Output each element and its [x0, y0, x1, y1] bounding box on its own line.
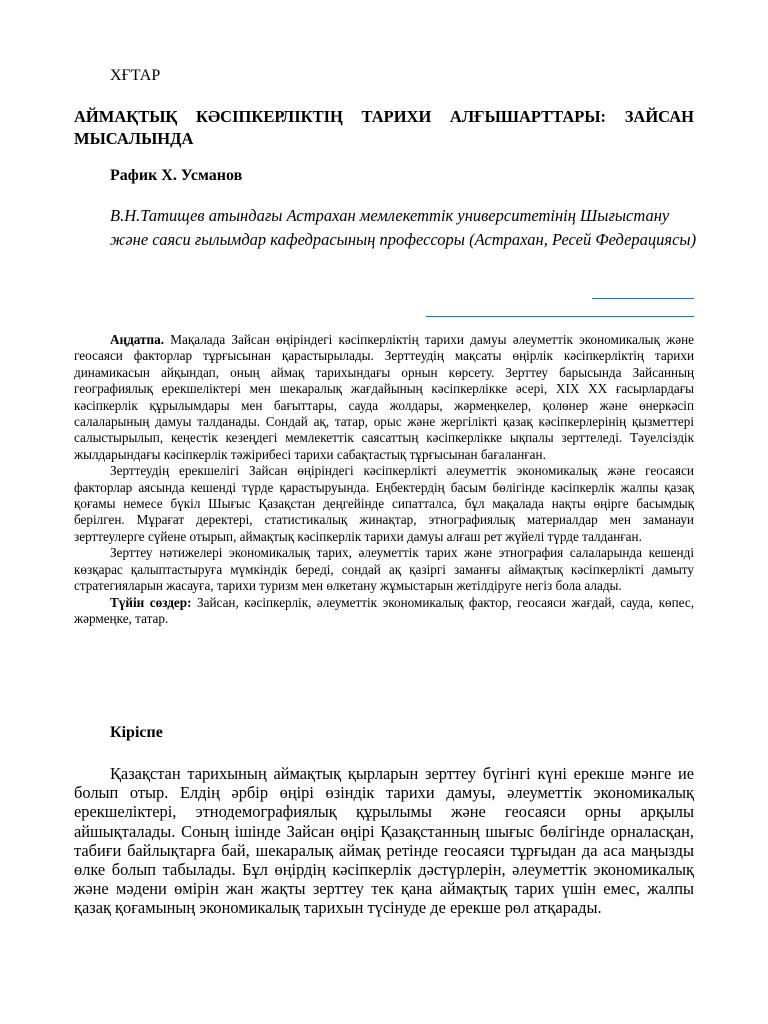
intro-paragraph-1: Қазақстан тарихының аймақтық қырларын зерттеу бүгінгі күні ерекше мәнге ие болып отыр. Елдің әрбір өңірі өзіндік тарихи дамуы, әлеуметтік экономикалық ерекшеліктері, этнодемографиялық құрылымы және геосаяси орны арқылы айшықталады. Соның ішінде Зайсан өңірі Қазақстанның шығыс бөлігінде орналасқан, табиғи байлықтарға бай, шекаралық аймақ ретінде геосаяси тұрғыдан да аса маңызды өлке болып табылады. Бұл өңірдің кәсіпкерлік дәстүрлерін, әлеуметтік экономикалық және мәдени өмірін жан жақты зерттеу тек қана аймақтық тарих үшін емес, жалпы қазақ қоғамының экономикалық тарихын түсінуде де ерекше рөл атқарады.	[74, 764, 694, 918]
keywords-paragraph	[74, 595, 694, 628]
keywords-label: Түйін сөздер:	[110, 594, 192, 610]
section-label: ХҒТАР	[110, 67, 161, 84]
abstract-paragraph-1	[74, 332, 694, 463]
abstract-text-1: Мақалада Зайсан өңіріндегі кәсіпкерліктің тарихи дамуы әлеуметтік экономикалық және геосаяси факторлар тұрғысынан қарастырылады. Зерттеудің мақсаты өңірлік кәсіпкерліктің тарихи динамикасын айқындап, оның аймақ тарихындағы орнын көрсету. Зерттеу барысында Зайсанның географиялық ерекшеліктері мен шекаралық жағдайының кәсіпкерлікке әсері, XIX XX ғасырлардағы кәсіпкерлік құрылымдары мен бағыттары, сауда жолдары, жәрмеңкелер, қолөнер және өнеркәсіп салаларының дамуы талданады. Сондай ақ, татар, орыс және жергілікті қазақ кәсіпкерлерінің қызметтері салыстырылып, кеңестік кезеңдегі мемлекеттік саясаттың кәсіпкерлікке ықпалы зерттеледі. Тәуелсіздік жылдарындағы кәсіпкерлік тәжірибесі тарихи сабақтастық тұрғысынан бағаланған.	[74, 332, 695, 462]
abstract-paragraph-3: Зерттеу нәтижелері экономикалық тарих, әлеуметтік тарих және этнография салаларында кешенді көзқарас қалыптастыруға мүмкіндік береді, сондай ақ қазіргі заманғы аймақтық кәсіпкерлікті дамыту стратегияларын жасауға, тарихи туризм мен өлкетану жұмыстарын жетілдіруге негіз бола алады.	[74, 545, 694, 594]
abstract-block	[74, 332, 694, 627]
footnote-rule-short	[592, 298, 694, 299]
section-heading-intro: Кіріспе	[110, 724, 163, 741]
author-affiliation: В.Н.Татищев атындағы Астрахан мемлекеттік университетінің Шығыстану және саяси ғылымдар кафедрасының профессоры (Астрахан, Ресей Федерациясы)	[110, 206, 697, 249]
article-title: АЙМАҚТЫҚ КӘСІПКЕРЛІКТІҢ ТАРИХИ АЛҒЫШАРТТАРЫ: ЗАЙСАН МЫСАЛЫНДА	[74, 107, 694, 148]
intro-block	[74, 764, 694, 918]
footnote-rule-long	[426, 316, 694, 317]
abstract-paragraph-2: Зерттеудің ерекшелігі Зайсан өңіріндегі кәсіпкерлікті әлеуметтік экономикалық және геосаяси факторлар аясында кешенді түрде қарастыруында. Еңбектердің басым бөлігінде кәсіпкерлік жалпы қазақ қоғамы немесе бүкіл Шығыс Қазақстан деңгейінде сипатталса, бұл мақалада нақты өңірге басымдық берілген. Мұрағат деректері, статистикалық жинақтар, этнографиялық материалдар мен заманауи зерттеулерге сүйене отырып, аймақтық кәсіпкерлік тарихи дамуы алғаш рет жүйелі түрде талданған.	[74, 463, 694, 544]
author-name: Рафик Х. Усманов	[110, 167, 243, 184]
keywords-text: Зайсан, кәсіпкерлік, әлеуметтік экономикалық фактор, геосаяси жағдай, сауда, көпес, жәрмеңке, татар.	[74, 594, 694, 626]
abstract-label: Аңдатпа.	[110, 332, 165, 347]
